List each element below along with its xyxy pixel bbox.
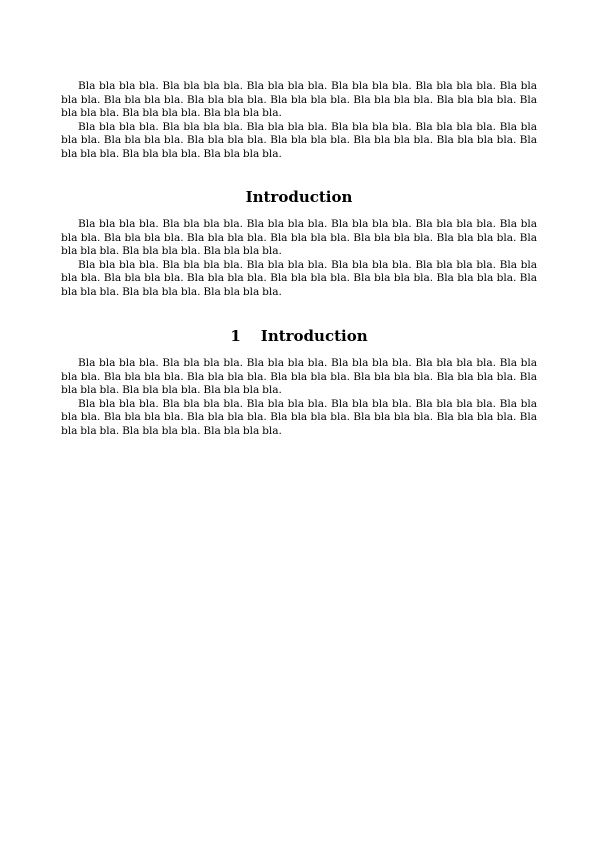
numbered-section-paragraph-2: Bla bla bla bla. Bla bla bla bla. Bla bla bla bla. Bla bla bla bla. Bla bla bla bla. Bla bla bla bla. Bla bla bla bla. Bla bla bla bla. Bla bla bla bla. Bla bla bla bla. Bla bla bla bla. Bla bla bla bla. Bla bla bla bla. Bla bla bla bla. [61, 397, 537, 437]
preamble-text [61, 80, 537, 162]
preamble-paragraph-2: Bla bla bla bla. Bla bla bla bla. Bla bla bla bla. Bla bla bla bla. Bla bla bla bla. Bla bla bla bla. Bla bla bla bla. Bla bla bla bla. Bla bla bla bla. Bla bla bla bla. Bla bla bla bla. Bla bla bla bla. Bla bla bla bla. Bla bla bla bla. [61, 120, 537, 160]
numbered-section-heading [61, 327, 537, 345]
section-number: 1 [230, 327, 241, 345]
unnumbered-section-heading: Introduction [245, 188, 353, 206]
unnumbered-section-paragraph-2: Bla bla bla bla. Bla bla bla bla. Bla bla bla bla. Bla bla bla bla. Bla bla bla bla. Bla bla bla bla. Bla bla bla bla. Bla bla bla bla. Bla bla bla bla. Bla bla bla bla. Bla bla bla bla. Bla bla bla bla. Bla bla bla bla. Bla bla bla bla. [61, 258, 537, 298]
preamble-paragraph-1: Bla bla bla bla. Bla bla bla bla. Bla bla bla bla. Bla bla bla bla. Bla bla bla bla. Bla bla bla bla. Bla bla bla bla. Bla bla bla bla. Bla bla bla bla. Bla bla bla bla. Bla bla bla bla. Bla bla bla bla. Bla bla bla bla. Bla bla bla bla. [61, 80, 537, 120]
numbered-section-body [61, 357, 537, 439]
section-title: Introduction [260, 327, 368, 345]
numbered-section-paragraph-1: Bla bla bla bla. Bla bla bla bla. Bla bla bla bla. Bla bla bla bla. Bla bla bla bla. Bla bla bla bla. Bla bla bla bla. Bla bla bla bla. Bla bla bla bla. Bla bla bla bla. Bla bla bla bla. Bla bla bla bla. Bla bla bla bla. Bla bla bla bla. [61, 357, 537, 397]
unnumbered-section-paragraph-1: Bla bla bla bla. Bla bla bla bla. Bla bla bla bla. Bla bla bla bla. Bla bla bla bla. Bla bla bla bla. Bla bla bla bla. Bla bla bla bla. Bla bla bla bla. Bla bla bla bla. Bla bla bla bla. Bla bla bla bla. Bla bla bla bla. Bla bla bla bla. [61, 218, 537, 258]
unnumbered-section-body [61, 218, 537, 300]
